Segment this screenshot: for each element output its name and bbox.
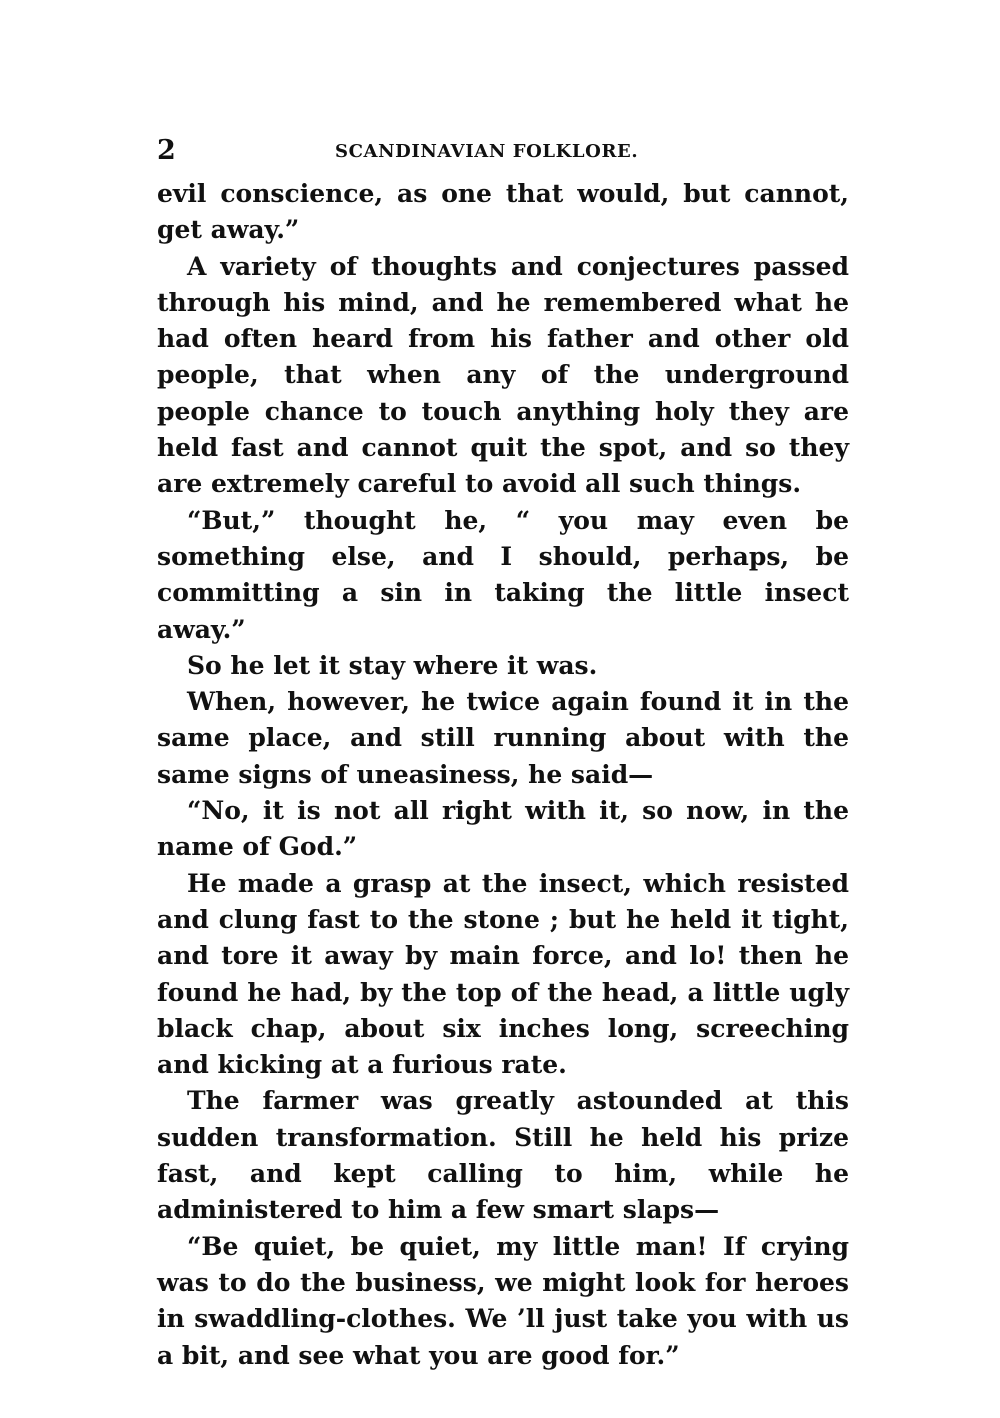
running-title: SCANDINAVIAN FOLKLORE. <box>335 141 639 162</box>
page-number: 2 <box>157 135 176 166</box>
paragraph: “But,” thought he, “ you may even be something else, and I should, perhaps, be committing a sin in taking the little insect away.” <box>157 505 849 644</box>
paragraph: “No, it is not all right with it, so now, in the name of God.” <box>157 796 849 862</box>
paragraph: The farmer was greatly astounded at this sudden transformation. Still he held his prize fast, and kept calling to him, while he administered to him a few smart slaps— <box>157 1086 849 1225</box>
running-header <box>157 136 849 176</box>
paragraph: When, however, he twice again found it in the same place, and still running about with the same signs of uneasiness, he said— <box>157 687 849 789</box>
book-page <box>157 136 849 1374</box>
paragraph: So he let it stay where it was. <box>187 650 598 680</box>
paragraph: A variety of thoughts and conjectures passed through his mind, and he remembered what he had often heard from his father and other old people, that when any of the underground people chance to touch anything holy they are held fast and cannot quit the spot, and so they are extremely careful to avoid all such things. <box>157 251 849 499</box>
paragraph: “Be quiet, be quiet, my little man! If crying was to do the business, we might look for heroes in swaddling-clothes. We ’ll just take you with us a bit, and see what you are good for.” <box>157 1231 849 1370</box>
body-text <box>157 176 849 1374</box>
paragraph-continuation: evil conscience, as one that would, but cannot, get away.” <box>157 179 849 245</box>
paragraph: He made a grasp at the insect, which resisted and clung fast to the stone ; but he held it tight, and tore it away by main force, and lo! then he found he had, by the top of the head, a little ugly black chap, about six inches long, screeching and kicking at a furious rate. <box>157 868 849 1080</box>
